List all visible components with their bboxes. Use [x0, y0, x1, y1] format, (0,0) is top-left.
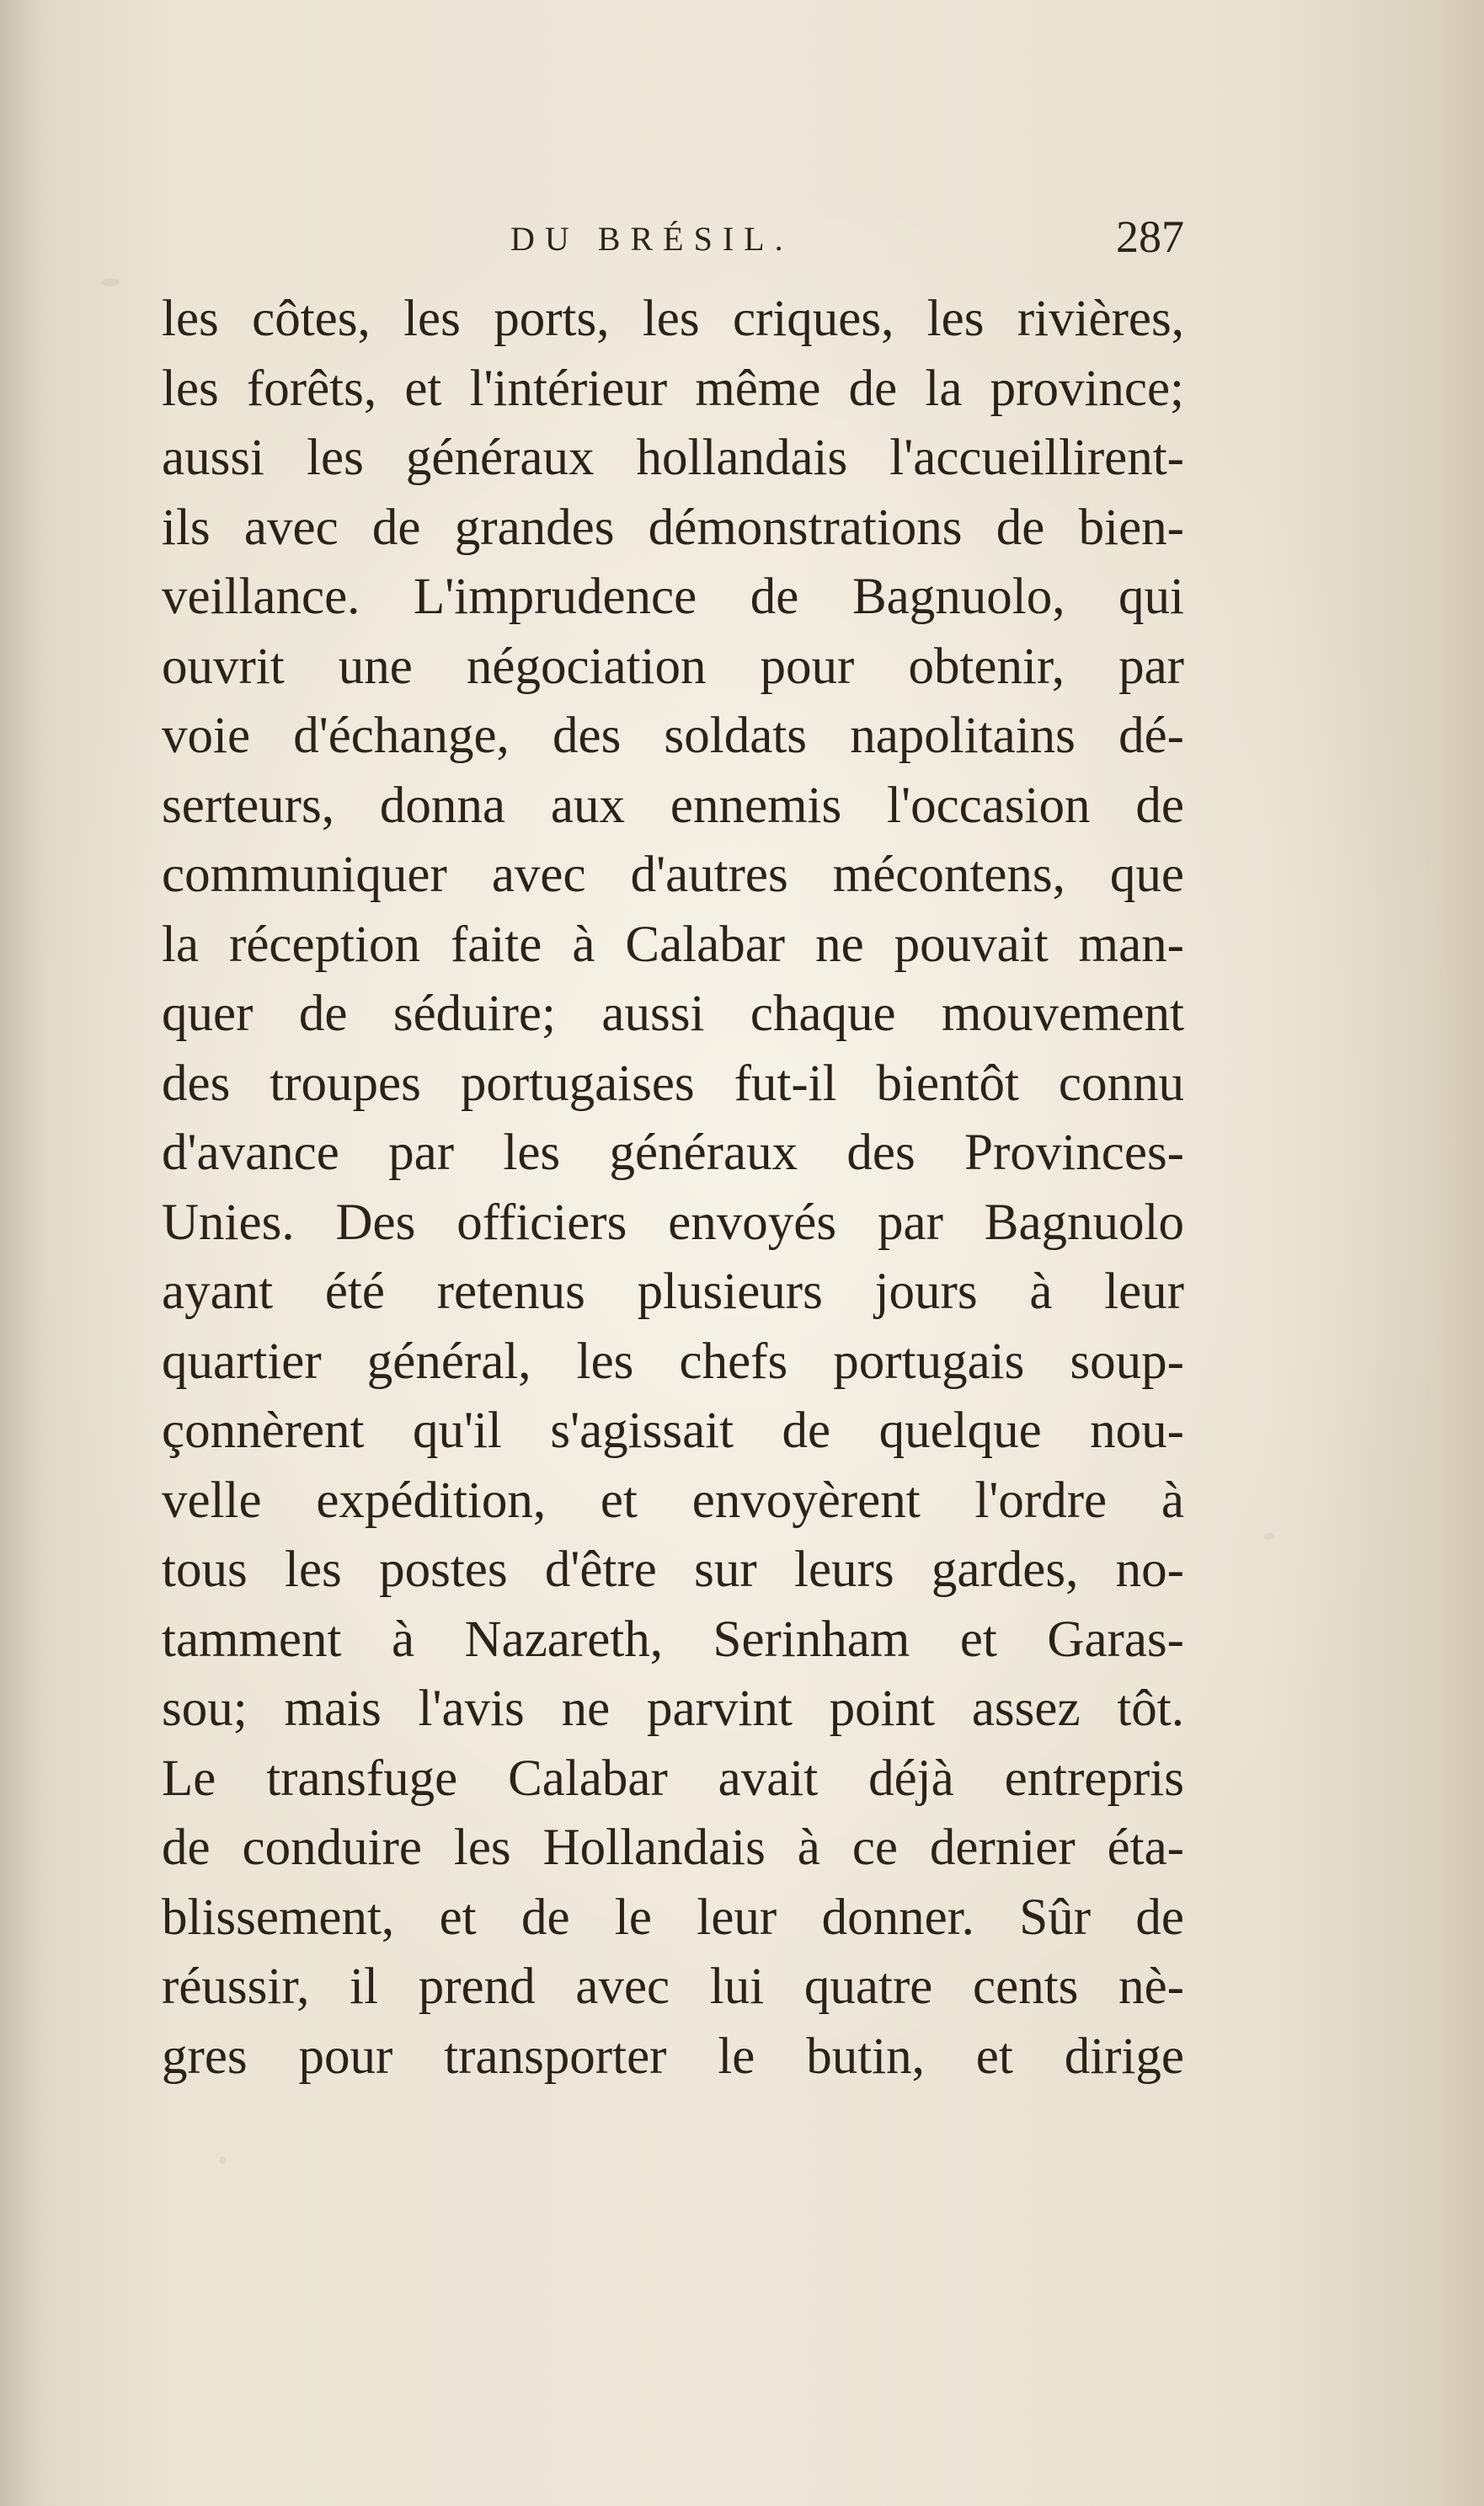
text-line: la réception faite à Calabar ne pouvait man-	[162, 916, 1184, 973]
text-line: les côtes, les ports, les criques, les rivières,	[162, 291, 1184, 347]
page-number: 287	[1116, 211, 1184, 262]
text-line: sou; mais l'avis ne parvint point assez tôt.	[162, 1680, 1184, 1737]
text-line: communiquer avec d'autres mécontens, que	[162, 847, 1184, 903]
text-line: ayant été retenus plusieurs jours à leur	[162, 1264, 1184, 1320]
text-line: çonnèrent qu'il s'agissait de quelque nou-	[162, 1403, 1184, 1459]
text-line: Unies. Des officiers envoyés par Bagnuolo	[162, 1194, 1184, 1251]
text-line: ils avec de grandes démonstrations de bien-	[162, 499, 1184, 556]
text-line: des troupes portugaises fut-il bientôt connu	[162, 1055, 1184, 1112]
text-line: tamment à Nazareth, Serinham et Garas-	[162, 1611, 1184, 1668]
text-line: les forêts, et l'intérieur même de la province;	[162, 360, 1184, 417]
running-title: DU BRÉSIL.	[510, 220, 793, 258]
body-text	[162, 285, 1184, 2092]
text-line: quer de séduire; aussi chaque mouvement	[162, 986, 1184, 1042]
text-line: quartier général, les chefs portugais soup-	[162, 1333, 1184, 1390]
text-line: d'avance par les généraux des Provinces-	[162, 1125, 1184, 1181]
text-line: serteurs, donna aux ennemis l'occasion de	[162, 777, 1184, 834]
text-line: veillance. L'imprudence de Bagnuolo, qui	[162, 569, 1184, 625]
text-line: ouvrit une négociation pour obtenir, par	[162, 638, 1184, 695]
text-line: velle expédition, et envoyèrent l'ordre à	[162, 1472, 1184, 1529]
text-line: voie d'échange, des soldats napolitains dé-	[162, 708, 1184, 764]
text-line: tous les postes d'être sur leurs gardes, no-	[162, 1542, 1184, 1598]
paper-spot	[101, 278, 120, 286]
text-line: aussi les généraux hollandais l'accueillirent-	[162, 430, 1184, 486]
paper-spot	[1263, 1533, 1275, 1540]
text-line: gres pour transporter le butin, et dirige	[162, 2028, 1184, 2085]
text-line: réussir, il prend avec lui quatre cents nè-	[162, 1958, 1184, 2015]
page-header	[165, 211, 1184, 278]
text-line: Le transfuge Calabar avait déjà entrepris	[162, 1750, 1184, 1807]
text-line: blissement, et de le leur donner. Sûr de	[162, 1889, 1184, 1946]
paper-spot	[219, 2156, 227, 2164]
text-line: de conduire les Hollandais à ce dernier éta-	[162, 1819, 1184, 1876]
